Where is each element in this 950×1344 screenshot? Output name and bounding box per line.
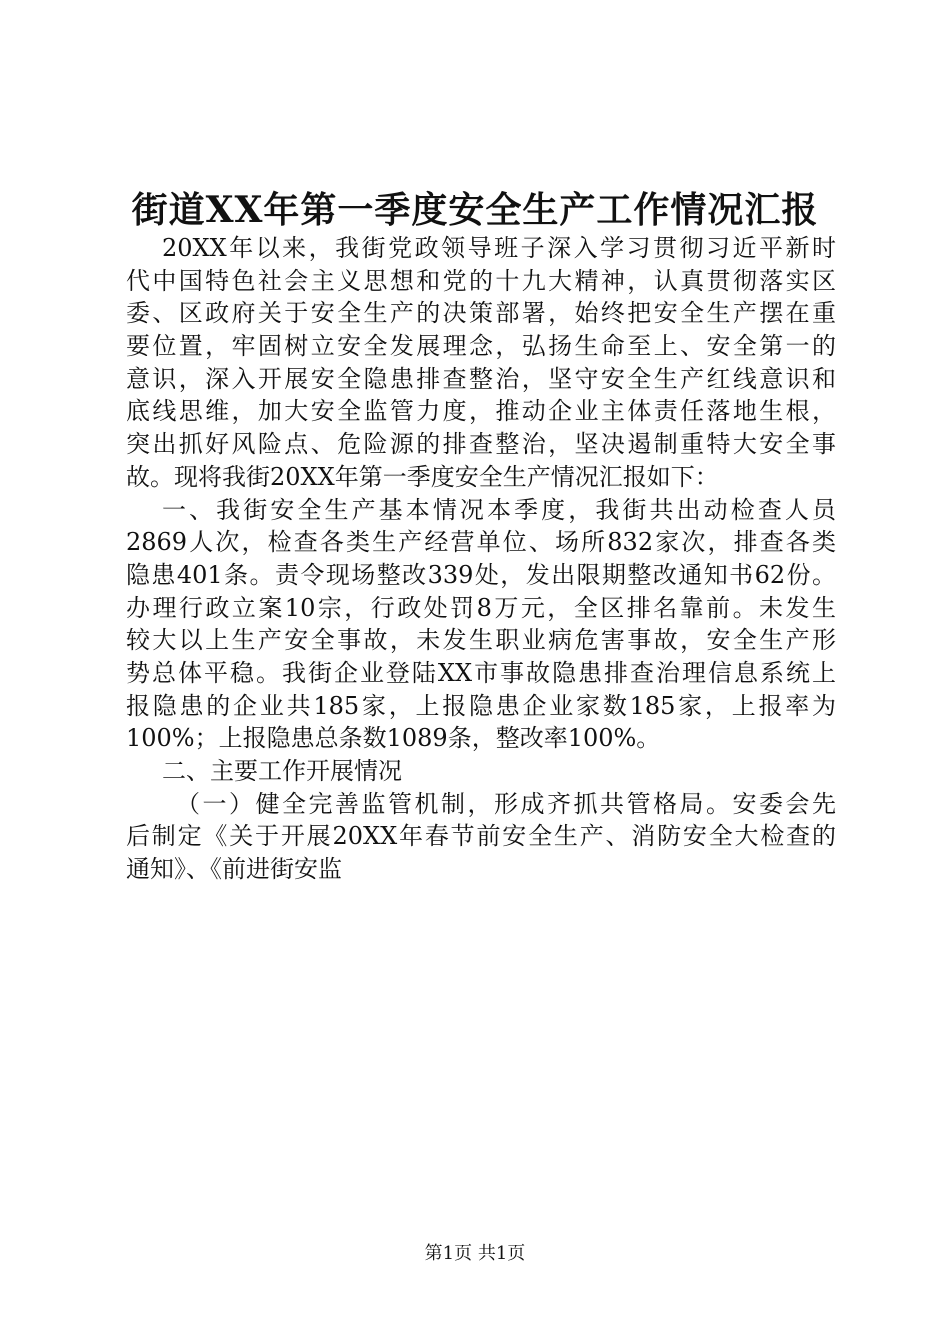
paragraph-line: 一、我街安全生产基本情况本季度，我街共出动检查人员 bbox=[162, 495, 836, 524]
paragraph-line: 通知》、《前进街安监 bbox=[126, 855, 342, 884]
paragraph-line: 后制定《关于开展20XX年春节前安全生产、消防安全大检查的 bbox=[126, 822, 836, 851]
paragraph-line: 代中国特色社会主义思想和党的十九大精神，认真贯彻落实区 bbox=[126, 266, 836, 295]
paragraph-line: 2869人次，检查各类生产经营单位、场所832家次，排查各类 bbox=[126, 528, 836, 557]
paragraph-line: 较大以上生产安全事故，未发生职业病危害事故，安全生产形 bbox=[126, 626, 836, 655]
paragraph-line: 报隐患的企业共185家，上报隐患企业家数185家，上报率为 bbox=[126, 691, 836, 720]
paragraph-line: 底线思维，加大安全监管力度，推动企业主体责任落地生根， bbox=[126, 397, 836, 426]
paragraph-line: 隐患401条。责令现场整改339处，发出限期整改通知书62份。 bbox=[126, 560, 836, 589]
document-body bbox=[126, 232, 836, 886]
page-footer: 第1页 共1页 bbox=[424, 1243, 526, 1264]
paragraph-line: 要位置，牢固树立安全发展理念，弘扬生命至上、安全第一的 bbox=[126, 332, 836, 361]
paragraph-line: 意识，深入开展安全隐患排查整治，坚守安全生产红线意识和 bbox=[126, 364, 836, 393]
paragraph-line: 办理行政立案10宗，行政处罚8万元，全区排名靠前。未发生 bbox=[126, 593, 836, 622]
paragraph-line: 委、区政府关于安全生产的决策部署，始终把安全生产摆在重 bbox=[126, 299, 836, 328]
paragraph-line: （一）健全完善监管机制，形成齐抓共管格局。安委会先 bbox=[176, 789, 836, 818]
paragraph-line: 20XX年以来，我街党政领导班子深入学习贯彻习近平新时 bbox=[162, 234, 836, 262]
paragraph-line: 势总体平稳。我街企业登陆XX市事故隐患排查治理信息系统上 bbox=[126, 658, 836, 687]
section-heading: 二、主要工作开展情况 bbox=[162, 757, 402, 785]
document-title: 街道XX年第一季度安全生产工作情况汇报 bbox=[131, 189, 819, 231]
paragraph-line: 故。现将我街20XX年第一季度安全生产情况汇报如下： bbox=[126, 462, 719, 491]
paragraph-line: 100%；上报隐患总条数1089条，整改率100%。 bbox=[126, 724, 661, 753]
paragraph-line: 突出抓好风险点、危险源的排查整治，坚决遏制重特大安全事 bbox=[126, 430, 836, 459]
